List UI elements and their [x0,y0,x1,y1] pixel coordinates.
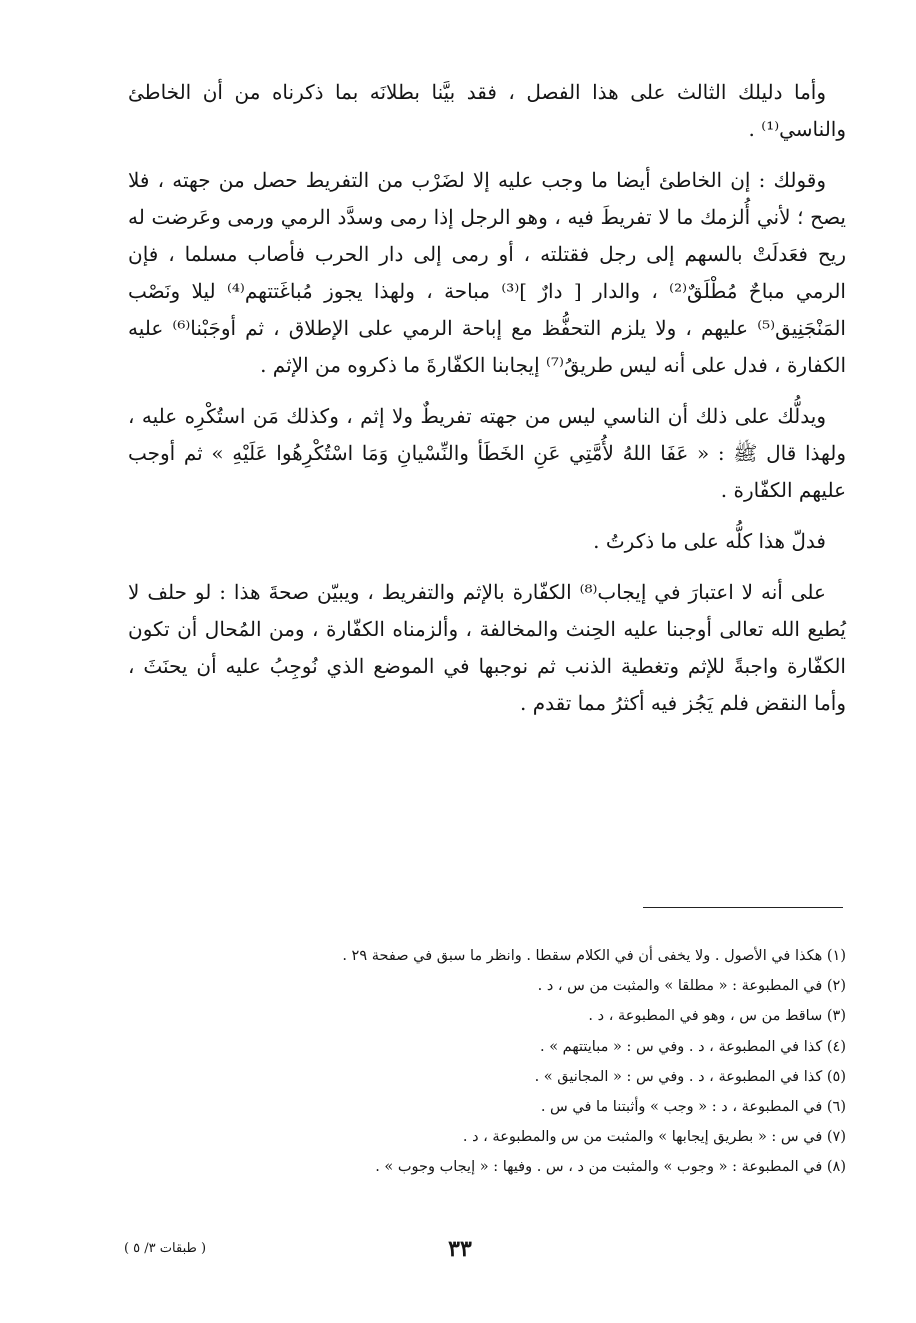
paragraph-4: فدلّ هذا كلُّه على ما ذكرتُ . [593,529,826,553]
footnote-1: (١) هكذا في الأصول . ولا يخفى أن في الكلام سقطا . وانظر ما سبق في صفحة ٢٩ . [342,948,846,964]
footnote-6: (٦) في المطبوعة ، د : « وجب » وأثبتنا ما في س . [540,1099,846,1116]
footnotes [200,941,846,1183]
footnote-7: (٧) في س : « بطريق إيجابها » والمثبت من س والمطبوعة ، د . [462,1129,846,1146]
footnote-3: (٣) ساقط من س ، وهو في المطبوعة ، د . [588,1008,846,1025]
signature-mark: ( طبقات ٣/ ٥ ) [123,1241,207,1256]
footnote-8: (٨) في المطبوعة : « وجوب » والمثبت من د ، س . وفيها : « إيجاب وجوب » . [375,1159,846,1176]
page-number: ٣٣ [448,1236,472,1262]
footnote-5: (٥) كذا في المطبوعة ، د . وفي س : « المجانيق » . [534,1068,846,1085]
paragraph-2: وقولك : إن الخاطئ أيضا ما وجب عليه إلا لضَرْب من التفريط حصل من جهته ، فلا يصح ؛ لأني أُلزمك ما لا تفريطَ فيه ، وهو الرجل إذا رمى وسدَّد الرمي ورمى وعَرضت له ريح فعَدلَتْ بالسهم إلى رجل فقتلته ، أو رمى إلى دار الحرب فأصاب مسلما ، فإن الرمي مباحٌ مُطْلَقٌ⁽²⁾ ، والدار [ دارٌ ]⁽³⁾ مباحة ، ولهذا يجوز مُباغَتتهم⁽⁴⁾ ليلا ونَصْب المَنْجَنِيق⁽⁵⁾ عليهم ، ولا يلزم التحفُّظ مع إباحة الرمي على الإطلاق ، ثم أوجَبْنا⁽⁶⁾ عليه الكفارة ، فدل على أنه ليس طريقُ⁽⁷⁾ إيجابنا الكفّارةَ ما ذكروه من الإثم . [128,168,846,377]
footnote-divider [643,907,843,908]
footnote-4: (٤) كذا في المطبوعة ، د . وفي س : « مبايتتهم » . [539,1038,846,1055]
paragraph-1: وأما دليلك الثالث على هذا الفصل ، فقد بيَّنا بطلانَه بما ذكرناه من أن الخاطئ والناسي⁽¹⁾ . [128,80,846,141]
footnote-2: (٢) في المطبوعة : « مطلقا » والمثبت من س ، د . [537,978,846,995]
paragraph-5: على أنه لا اعتبارَ في إيجاب⁽⁸⁾ الكفّارة بالإثم والتفريط ، ويبيّن صحةَ هذا : لو حلف لا يُطيع الله تعالى أوجبنا عليه الحِنث والمخالفة ، وألزمناه الكفّارة ، ومن المُحال أن تكون الكفّارة واجبةً للإثم وتغطية الذنب ثم نوجبها في الموضع الذي نُوجِبُ عليه أن يحنَثَ ، وأما النقض فلم يَجُز فيه أكثرُ مما تقدم . [128,580,846,715]
paragraph-3: ويدلُّك على ذلك أن الناسي ليس من جهته تفريطٌ ولا إثم ، وكذلك مَن استُكْرِه عليه ، ولهذا قال ﷺ : « عَفَا اللهُ لأُمَّتِي عَنِ الخَطَأ والنِّسْيانِ وَمَا اسْتُكْرِهُوا عَلَيْهِ » ثم أوجب عليهم الكفّارة . [128,404,846,502]
main-text [128,74,846,736]
